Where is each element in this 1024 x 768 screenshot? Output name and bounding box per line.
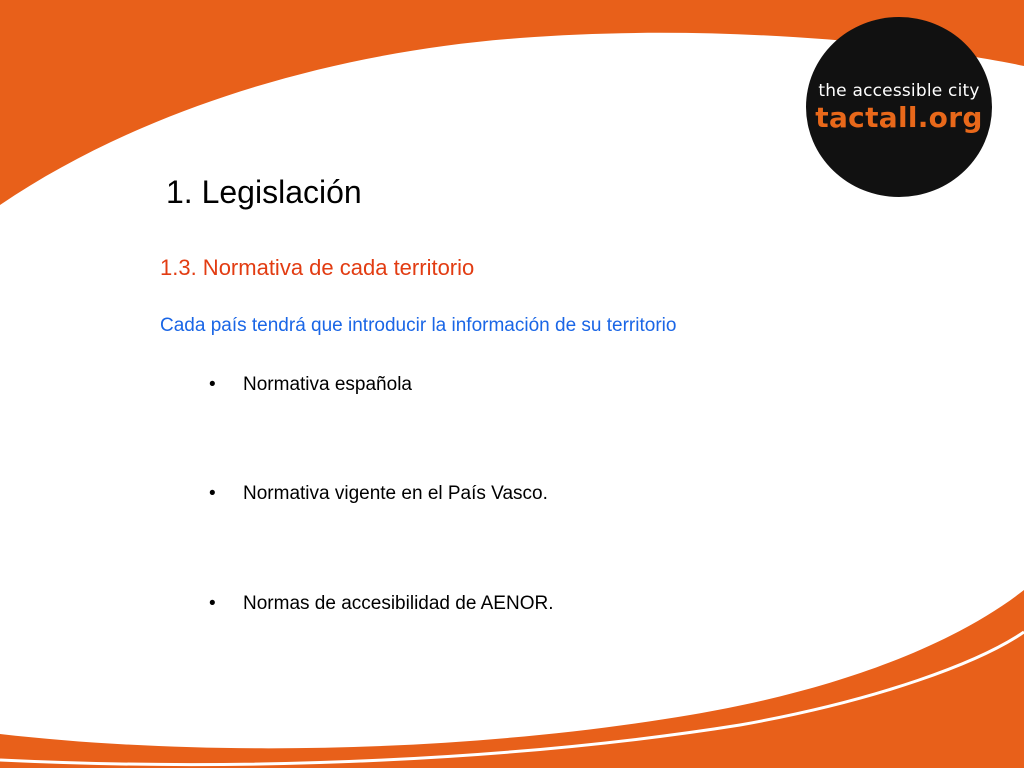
bullet-marker: • — [209, 483, 216, 504]
bullet-item-normativa-pais-vasco — [209, 483, 548, 505]
bottom-orange-band — [0, 590, 1024, 768]
bullet-item-normativa-espanola — [209, 374, 412, 396]
bullet-text: Normativa vigente en el País Vasco. — [243, 483, 548, 504]
intro-text: Cada país tendrá que introducir la información de su territorio — [160, 315, 677, 336]
bullet-marker: • — [209, 374, 216, 395]
tactall-logo — [806, 17, 992, 197]
logo-wordmark: tactall.org — [815, 101, 983, 134]
bullet-item-normas-aenor — [209, 593, 553, 615]
section-subtitle: 1.3. Normativa de cada territorio — [160, 255, 475, 280]
bullet-marker: • — [209, 593, 216, 614]
bullet-text: Normativa española — [243, 374, 412, 395]
bullet-text: Normas de accesibilidad de AENOR. — [243, 593, 554, 614]
logo-tagline: the accessible city — [818, 81, 980, 101]
slide-title: 1. Legislación — [166, 174, 362, 210]
